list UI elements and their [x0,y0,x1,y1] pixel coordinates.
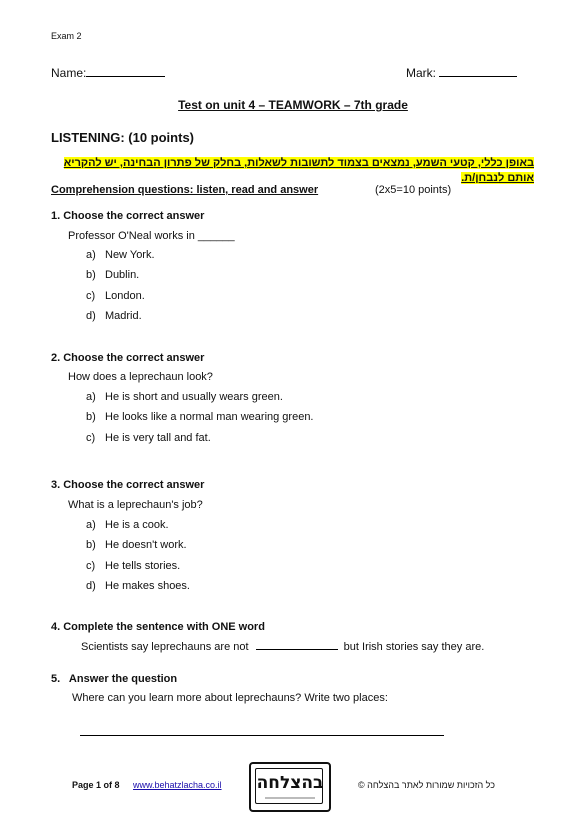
name-blank[interactable] [86,76,165,77]
question-1-prompt: Professor O'Neal works in ______ [68,230,235,242]
question-4-sentence [81,641,484,653]
answer-blank[interactable] [256,649,338,650]
option-letter: c) [86,432,96,444]
question-5-title: 5. Answer the question [51,673,178,685]
option-text: He makes shoes. [105,580,190,592]
option-text: He is a cook. [105,519,169,531]
option-letter: a) [86,519,96,531]
option-text: He looks like a normal man wearing green. [105,411,314,423]
option-text: He doesn't work. [105,539,187,551]
option-letter: c) [86,290,96,302]
question-2-prompt: How does a leprechaun look? [68,371,213,383]
question-3-title: 3. Choose the correct answer [51,479,205,491]
q2-option-b[interactable] [86,411,314,423]
q3-option-d[interactable] [86,580,190,592]
option-text: He is short and usually wears green. [105,391,283,403]
q3-option-c[interactable] [86,560,180,572]
sentence-end: but Irish stories say they are. [343,641,485,653]
mark-blank[interactable] [439,76,517,77]
option-letter: c) [86,560,96,572]
question-2-title: 2. Choose the correct answer [51,352,205,364]
option-letter: b) [86,539,96,551]
answer-line[interactable] [80,735,444,736]
question-3-prompt: What is a leprechaun's job? [68,499,203,511]
name-label: Name: [51,66,87,80]
question-4-title: 4. Complete the sentence with ONE word [51,621,265,633]
option-letter: a) [86,391,96,403]
q3-option-a[interactable] [86,519,169,531]
page-number: Page 1 of 8 [72,780,120,790]
page-title: Test on unit 4 – TEAMWORK – 7th grade [178,98,408,112]
option-letter: b) [86,269,96,281]
comprehension-subheading: Comprehension questions: listen, read and answer [51,184,319,196]
name-field[interactable] [51,66,165,80]
logo-tagline-bar [265,797,315,799]
mark-field[interactable] [406,66,517,80]
site-link[interactable]: www.behatzlacha.co.il [133,780,222,790]
question-5-prompt: Where can you learn more about leprechauns? Write two places: [72,692,388,704]
q1-option-c[interactable] [86,290,145,302]
hebrew-note-line2: אותם לנבחן/ת. [461,172,534,184]
q2-option-a[interactable] [86,391,283,403]
q2-option-c[interactable] [86,432,211,444]
option-letter: d) [86,580,96,592]
question-1-title: 1. Choose the correct answer [51,210,205,222]
exam-label: Exam 2 [51,31,82,41]
q1-option-d[interactable] [86,310,142,322]
option-text: New York. [105,249,155,261]
option-letter: b) [86,411,96,423]
option-text: Madrid. [105,310,142,322]
hebrew-note [60,156,534,186]
hebrew-note-line1: באופן כללי, קטעי השמע, נמצאים בצמוד לתשובות לשאלות, בחלק של פתרון הבחינה, יש להקריא [63,157,534,169]
option-text: Dublin. [105,269,140,281]
mark-label: Mark: [406,66,436,80]
copyright-notice: כל הזכויות שמורות לאתר בהצלחה © [358,780,495,790]
option-text: He is very tall and fat. [105,432,211,444]
logo-text: בהצלחה [256,773,324,793]
q3-option-b[interactable] [86,539,187,551]
option-text: He tells stories. [105,560,181,572]
section-heading: LISTENING: (10 points) [51,130,194,145]
q1-option-a[interactable] [86,249,155,261]
site-logo [249,762,331,812]
sentence-start: Scientists say leprechauns are not [81,641,249,653]
option-text: London. [105,290,145,302]
q1-option-b[interactable] [86,269,139,281]
points-label: (2x5=10 points) [375,184,452,196]
option-letter: a) [86,249,96,261]
option-letter: d) [86,310,96,322]
